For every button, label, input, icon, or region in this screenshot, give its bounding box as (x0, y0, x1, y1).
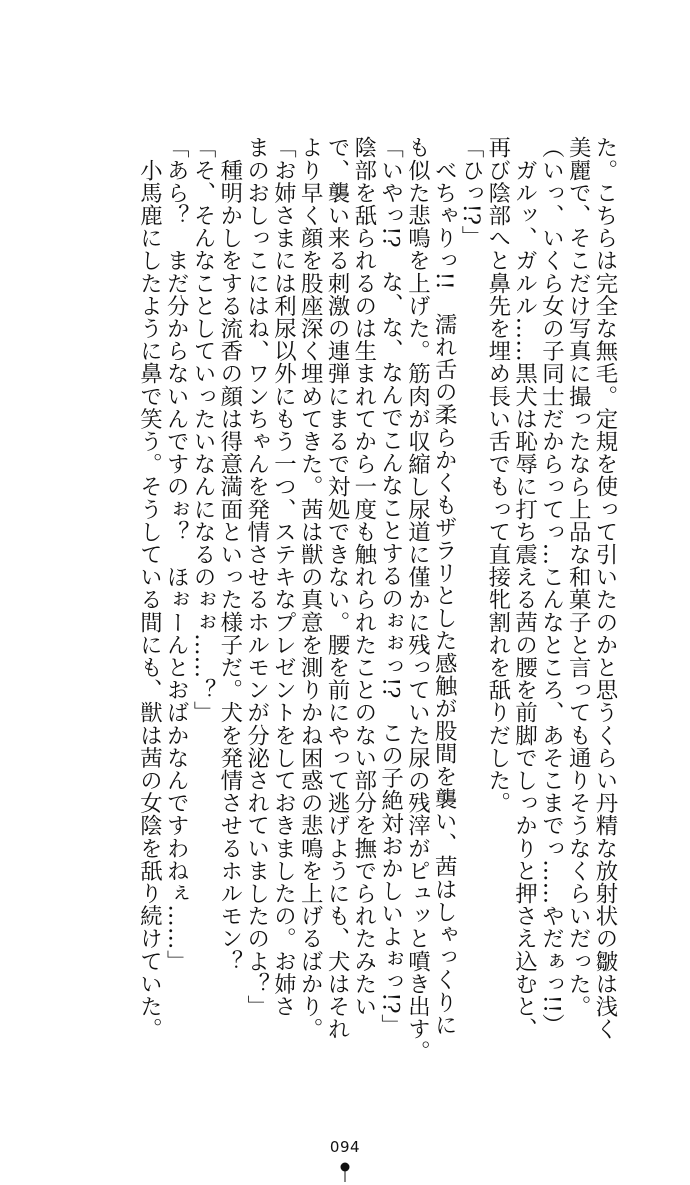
text-line: 小馬鹿にしたように鼻で笑う。そうしている間にも、獣は茜の女陰を舐り続けていた。 (136, 136, 163, 1040)
page-number: 094 (329, 1138, 361, 1156)
text-line: まのおしっこにはね、ワンちゃんを発情させるホルモンが分泌されていましたのよ？」 (243, 136, 270, 1018)
text-line: 「お姉さまには利尿以外にもう一つ、ステキなプレゼントをしておきましたの。お姉さ (270, 136, 297, 1018)
text-line: べちゃりっ!! 濡れ舌の柔らかくもザラリとした感触が股間を襲い、茜はしゃっくりに (431, 136, 458, 1036)
text-line: 「いやっ!? な、な、なんでこんなことするのぉぉっ!? この子絶対おかしいよぉっ!?」 (377, 136, 404, 1037)
text-line: も似た悲鳴を上げた。筋肉が収縮し尿道に僅かに残っていた尿の残滓がピュッと噴き出す。 (404, 136, 431, 1063)
text-line: 「あら？ まだ分からないんですのぉ？ ほぉーんとおばかなんですわねぇ……」 (163, 136, 190, 973)
text-line: 種明かしをする流香の顔は得意満面といった様子だ。犬を発情させるホルモン？ (216, 136, 243, 973)
text-line: 陰部を舐られるのは生まれてから一度も触れられたことのない部分を撫でられたみたい (350, 136, 377, 1018)
vertical-body-text (136, 136, 618, 1063)
text-line: 「そ、そんなことしていったいなんになるのぉぉ……？」 (190, 136, 217, 724)
text-line: ガルッ、ガルル……黒犬は恥辱に打ち震える茜の腰を前脚でしっかりと押さえ込むと、 (511, 136, 538, 1040)
text-line: た。こちらは完全な無毛。定規を使って引いたのかと思うくらい丹精な放射状の皺は浅く (592, 136, 618, 1040)
folio-dot-icon (338, 1162, 352, 1182)
text-line: 再び陰部へと鼻先を埋め長い舌でもって直接牝割れを舐りだした。 (484, 136, 511, 814)
text-line: で、襲い来る刺激の連弾にまるで対処できない。腰を前にやって逃げようにも、犬はそれ (324, 136, 351, 1040)
text-line: より早く顔を股座深く埋めてきた。茜は獣の真意を測りかね困惑の悲鳴を上げるばかり。 (297, 136, 324, 1040)
text-line: 「ひっ!?」 (458, 136, 485, 248)
text-line: （いっ、いくら女の子同士だからってっ…こんなところ、あそこまでっ……やだぁっ!!） (538, 136, 565, 1036)
text-line: 美麗で、そこだけ写真に撮ったなら上品な和菓子と言っても通りそうなくらいだった。 (565, 136, 592, 1018)
